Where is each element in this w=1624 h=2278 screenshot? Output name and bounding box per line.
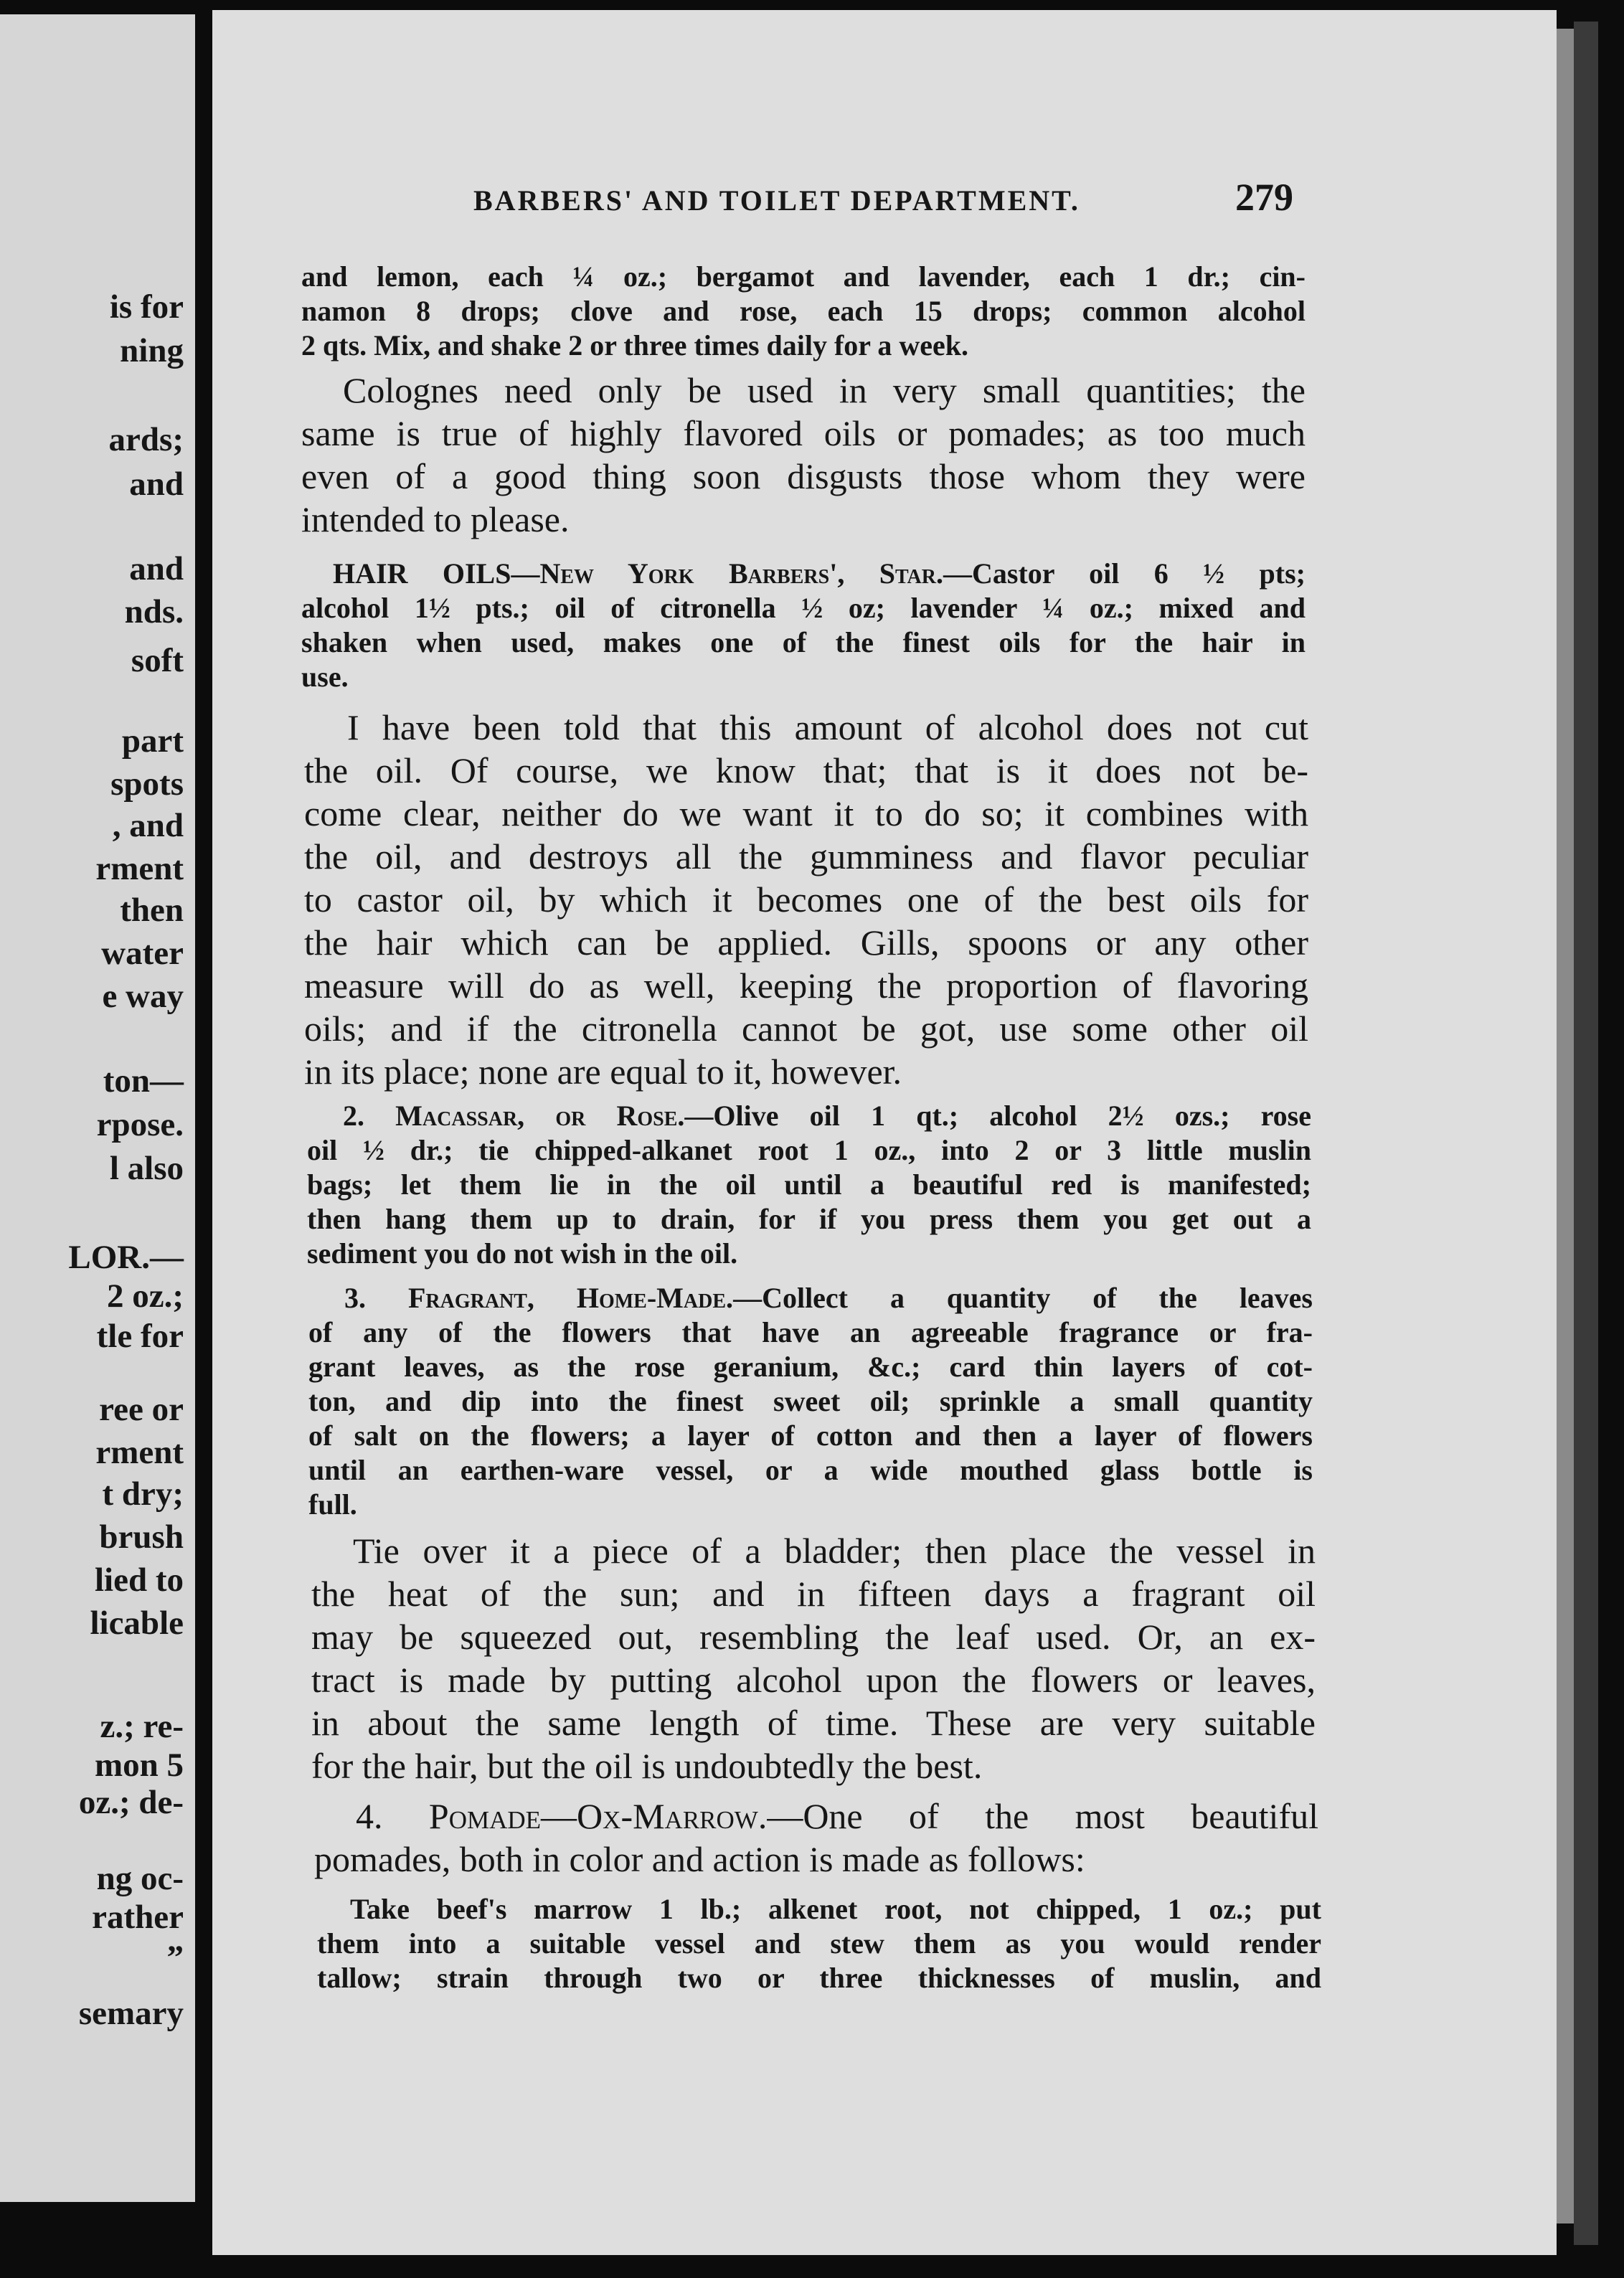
left-page-line: part (121, 722, 184, 760)
text-run: —One of the most beautiful (767, 1796, 1318, 1836)
left-page-line: LOR.— (68, 1239, 184, 1276)
text-line: grant leaves, as the rose geranium, &c.; card thin layers of cot- (308, 1351, 1313, 1383)
left-page-line: then (120, 892, 184, 929)
recipe-title: Fragrant, Home-Made. (407, 1282, 734, 1314)
text-line: pomades, both in color and action is made as follows: (314, 1839, 1085, 1879)
left-page-line: l also (109, 1150, 184, 1187)
text-line: Take beef's marrow 1 lb.; alkenet root, not chipped, 1 oz.; put (350, 1893, 1321, 1925)
left-facing-page (0, 14, 195, 2202)
left-page-line: water (101, 935, 184, 972)
text-line: in its place; none are equal to it, however. (304, 1051, 902, 1092)
text-run: —Olive oil 1 qt.; alcohol 2½ ozs.; rose (684, 1100, 1311, 1132)
text-line: may be squeezed out, resembling the leaf used. Or, an ex- (311, 1617, 1316, 1657)
text-line (307, 1099, 1311, 1133)
text-line: the hair which can be applied. Gills, spoons or any other (304, 922, 1308, 963)
text-line: the oil, and destroys all the gumminess and flavor peculiar (304, 836, 1308, 876)
text-line: come clear, neither do we want it to do so; it combines with (304, 793, 1308, 833)
page-number: 279 (1235, 176, 1293, 219)
left-page-line: ards; (108, 421, 184, 458)
left-page-line: and (129, 465, 184, 503)
text-line: for the hair, but the oil is undoubtedly the best. (311, 1746, 983, 1786)
left-page-line: rather (92, 1899, 184, 1936)
text-line: bags; let them lie in the oil until a beautiful red is manifested; (307, 1168, 1311, 1201)
left-page-line: soft (131, 642, 184, 679)
paragraph-pomade (314, 1795, 1318, 1881)
text-line: of any of the flowers that have an agreeable fragrance or fra- (308, 1316, 1313, 1348)
left-page-line: lied to (94, 1561, 184, 1599)
paragraph-fragrant-home-made (308, 1281, 1313, 1522)
paragraph-alcohol-note (304, 706, 1308, 1093)
recipe-number: 4. (356, 1796, 429, 1836)
text-line: use. (301, 661, 349, 693)
text-line: the oil. Of course, we know that; that is it does not be- (304, 750, 1308, 790)
text-line: them into a suitable vessel and stew them as you would render (317, 1927, 1321, 1960)
paragraph-beef-marrow (317, 1892, 1321, 1995)
text-run: —Collect a quantity of the leaves (733, 1282, 1313, 1314)
text-line: oils; and if the citronella cannot be got, use some other oil (304, 1008, 1308, 1049)
left-page-line: rment (95, 1434, 184, 1471)
text-line: 2 qts. Mix, and shake 2 or three times daily for a week. (301, 329, 968, 361)
recipe-title: New York Barbers', Star. (539, 557, 943, 590)
paragraph-fragrance-recipe (301, 260, 1306, 363)
left-page-line: t dry; (102, 1475, 184, 1513)
left-page-line: ” (166, 1939, 184, 1976)
recipe-number: 3. (344, 1282, 408, 1314)
text-line: shaken when used, makes one of the finest oils for the hair in (301, 626, 1306, 658)
left-page-line: ton— (103, 1062, 184, 1100)
paragraph-macassar (307, 1099, 1311, 1271)
running-head: BARBERS' AND TOILET DEPARTMENT. (473, 184, 1080, 217)
text-line: tract is made by putting alcohol upon the flowers or leaves, (311, 1660, 1316, 1700)
recipe-title: Pomade—Ox-Marrow. (428, 1796, 768, 1836)
left-page-line: e way (102, 978, 184, 1015)
text-line: alcohol 1½ pts.; oil of citronella ½ oz; lavender ¼ oz.; mixed and (301, 592, 1306, 624)
left-page-line: spots (110, 765, 184, 803)
text-line (301, 557, 1306, 591)
text-line: Tie over it a piece of a bladder; then place the vessel in (353, 1531, 1316, 1571)
text-line: I have been told that this amount of alcohol does not cut (347, 707, 1308, 747)
text-line: Colognes need only be used in very small quantities; the (343, 370, 1306, 410)
text-line: full. (308, 1488, 357, 1521)
text-line: the heat of the sun; and in fifteen days a fragrant oil (311, 1574, 1316, 1614)
section-heading: HAIR OILS— (333, 557, 540, 590)
recipe-title: Macassar, or Rose. (395, 1100, 685, 1132)
text-line: until an earthen-ware vessel, or a wide mouthed glass bottle is (308, 1454, 1313, 1486)
left-page-line: and (129, 550, 184, 587)
left-page-line: 2 oz.; (106, 1277, 184, 1315)
text-run: —Castor oil 6 ½ pts; (943, 557, 1306, 590)
text-line: and lemon, each ¼ oz.; bergamot and lavender, each 1 dr.; cin- (301, 260, 1306, 293)
left-page-line: ning (120, 332, 184, 369)
left-page-line: nds. (124, 593, 184, 630)
text-line: namon 8 drops; clove and rose, each 15 drops; common alcohol (301, 295, 1306, 327)
text-line: measure will do as well, keeping the proportion of flavoring (304, 965, 1308, 1006)
text-line: even of a good thing soon disgusts those whom they were (301, 456, 1306, 496)
text-line (314, 1795, 1318, 1838)
text-line: intended to please. (301, 499, 570, 539)
text-line: of salt on the flowers; a layer of cotton and then a layer of flowers (308, 1419, 1313, 1452)
text-line: ton, and dip into the finest sweet oil; sprinkle a small quantity (308, 1385, 1313, 1417)
left-page-line: semary (78, 1995, 184, 2032)
book-gutter (195, 0, 212, 2278)
recipe-number: 2. (343, 1100, 396, 1132)
text-line: then hang them up to drain, for if you press them you get out a (307, 1203, 1311, 1235)
left-page-line: rpose. (96, 1106, 184, 1143)
paragraph-colognes (301, 369, 1306, 541)
left-page-line: licable (90, 1604, 184, 1642)
left-page-line: z.; re- (100, 1708, 184, 1745)
left-page-line: mon 5 (94, 1747, 184, 1784)
paragraph-bladder (311, 1529, 1316, 1787)
left-page-line: is for (109, 288, 184, 326)
text-line: to castor oil, by which it becomes one of the best oils for (304, 879, 1308, 920)
left-page-line: ree or (99, 1391, 184, 1428)
page-edge (1574, 22, 1598, 2245)
text-line: same is true of highly flavored oils or pomades; as too much (301, 413, 1306, 453)
text-line: in about the same length of time. These are very suitable (311, 1703, 1316, 1743)
page-shadow (1557, 29, 1574, 2223)
paragraph-hair-oils (301, 557, 1306, 694)
left-page-line: brush (99, 1518, 184, 1556)
text-line: tallow; strain through two or three thicknesses of muslin, and (317, 1962, 1321, 1994)
left-page-line: tle for (96, 1318, 184, 1355)
left-page-line: ng oc- (96, 1860, 184, 1897)
left-page-line: oz.; de- (78, 1784, 184, 1821)
left-page-line: , and (112, 807, 184, 844)
text-line (308, 1281, 1313, 1315)
text-line: oil ½ dr.; tie chipped-alkanet root 1 oz., into 2 or 3 little muslin (307, 1134, 1311, 1166)
text-line: sediment you do not wish in the oil. (307, 1237, 738, 1270)
left-page-line: rment (95, 850, 184, 887)
